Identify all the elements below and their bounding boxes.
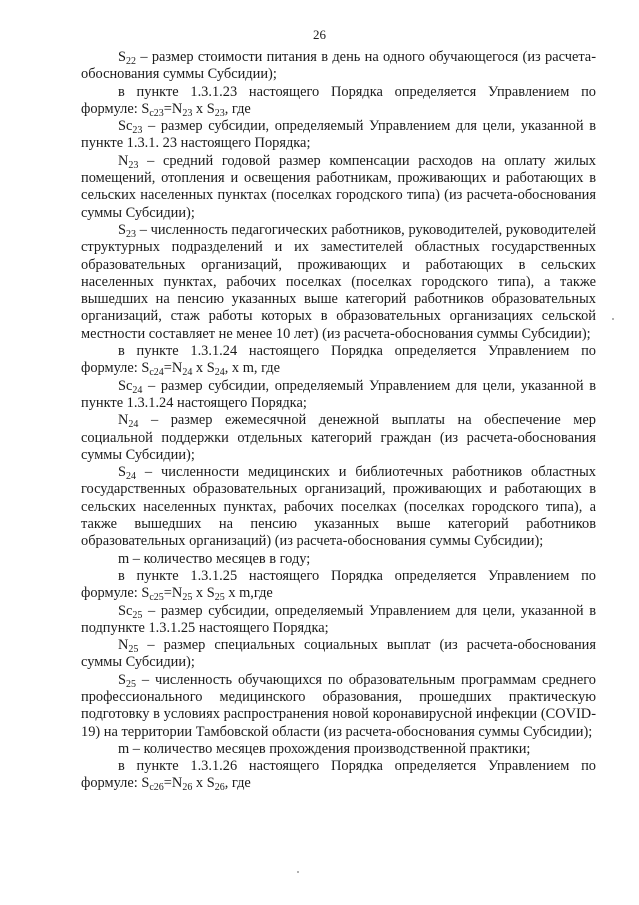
paragraph (81, 84, 596, 119)
subscript: 25 (214, 592, 225, 604)
paragraph (81, 551, 596, 568)
text-run: S (118, 221, 127, 238)
text-run: – размер стоимости питания в день на одного обучающегося (из расчета-обоснования суммы Субсидии); (81, 49, 596, 83)
subscript: c26 (149, 782, 164, 794)
subscript: 24 (126, 471, 137, 483)
subscript: 23 (126, 228, 137, 240)
subscript: 23 (128, 159, 139, 171)
paragraph (81, 464, 596, 550)
subscript: 25 (126, 678, 137, 690)
subscript: c24 (149, 367, 164, 379)
text-run: – размер ежемесячной денежной выплаты на обеспечение мер социальной поддержки отдельных категорий граждан (из расчета-обоснования суммы Субсидии); (81, 412, 596, 463)
text-run: S (118, 49, 127, 65)
paragraph (81, 343, 596, 378)
text-run: Sc (118, 602, 133, 619)
paragraph (81, 153, 596, 222)
subscript: c23 (149, 107, 164, 119)
text-run: – размер субсидии, определяемый Управлением для цели, указанной в пункте 1.3.1. 23 настоящего Порядка; (81, 118, 596, 152)
text-run: x S (192, 775, 215, 792)
document-body (81, 49, 596, 793)
text-run: , x m, где (224, 360, 280, 377)
text-run: m – количество месяцев в году; (118, 550, 311, 567)
text-run: x S (192, 360, 215, 377)
text-run: x S (192, 100, 215, 117)
text-run: S (118, 464, 127, 481)
text-run: – размер субсидии, определяемый Управлением для цели, указанной в пункте 1.3.1.24 настоящего Порядка; (81, 377, 596, 411)
text-run: – размер субсидии, определяемый Управлением для цели, указанной в подпункте 1.3.1.25 настоящего Порядка; (81, 602, 596, 636)
subscript: 24 (182, 367, 193, 379)
text-run: =N (163, 100, 183, 117)
text-run: , где (224, 775, 251, 792)
text-run: S (118, 671, 127, 688)
subscript: 23 (182, 107, 193, 119)
text-run: =N (163, 775, 183, 792)
subscript: c25 (149, 592, 164, 604)
text-run: =N (163, 360, 183, 377)
subscript: 24 (214, 367, 225, 379)
subscript: 24 (128, 419, 139, 431)
text-run: , где (224, 100, 251, 117)
subscript: 25 (182, 592, 193, 604)
subscript: 25 (132, 609, 143, 621)
paragraph (81, 412, 596, 464)
text-run: x m,где (224, 585, 273, 602)
page-number: 26 (313, 27, 326, 42)
paragraph (81, 568, 596, 603)
text-run: N (118, 637, 129, 654)
text-run: в пункте 1.3.1.24 настоящего Порядка определяется Управлением по формуле: S (81, 343, 596, 377)
paragraph (81, 741, 596, 758)
text-run: N (118, 412, 129, 429)
subscript: 26 (182, 782, 193, 794)
paragraph (81, 118, 596, 153)
text-run: в пункте 1.3.1.26 настоящего Порядка определяется Управлением по формуле: S (81, 758, 596, 792)
text-run: – численность обучающихся по образовательным программам среднего профессионального медицинского образования, прошедших практическую подготовку в условиях распространения новой коронавирусной инфекции (COVID-19) на территории Тамбовской области (из расчета-обоснования суммы Субсидии); (81, 671, 596, 740)
paragraph (81, 49, 596, 84)
text-run: – средний годовой размер компенсации расходов на оплату жилых помещений, отопления и освещения работникам, проживающих и работающих в сельских населенных пунктах (поселках городского типа) (из расчета-обоснования суммы Субсидии); (81, 152, 596, 221)
subscript: 26 (214, 782, 225, 794)
text-run: Sc (118, 118, 133, 135)
subscript: 22 (126, 56, 137, 67)
paragraph (81, 222, 596, 343)
paragraph (81, 758, 596, 793)
subscript: 23 (214, 107, 225, 119)
paragraph (81, 672, 596, 741)
text-run: – размер специальных социальных выплат (из расчета-обоснования суммы Субсидии); (81, 637, 596, 671)
subscript: 24 (132, 384, 143, 396)
paragraph (81, 378, 596, 413)
text-run: =N (163, 585, 183, 602)
text-run: – численности медицинских и библиотечных работников областных государственных образовательных организаций, проживающих и работающих в сельских населенных пунктах, рабочих поселках (поселках городского типа), а также вышедших на пенсию указанных выше категорий работников образовательных организаций) (из расчета-обоснования суммы Субсидии); (81, 464, 596, 550)
scan-speck (297, 871, 299, 873)
text-run: x S (192, 585, 215, 602)
paragraph (81, 603, 596, 638)
paragraph (81, 637, 596, 672)
text-run: m – количество месяцев прохождения производственной практики; (118, 740, 531, 757)
text-run: в пункте 1.3.1.25 настоящего Порядка определяется Управлением по формуле: S (81, 567, 596, 602)
text-run: N (118, 152, 129, 169)
text-run: Sc (118, 377, 133, 394)
subscript: 25 (128, 644, 139, 656)
text-run: в пункте 1.3.1.23 настоящего Порядка определяется Управлением по формуле: S (81, 83, 596, 117)
subscript: 23 (132, 125, 143, 137)
text-run: – численность педагогических работников, руководителей, руководителей структурных подразделений и их заместителей областных государственных образовательных организаций, проживающих и работающих в сельских населенных пунктах, рабочих поселках (поселках городского типа), а также вышедших на пенсию указанных выше категорий работников образовательных организаций, стаж работы которых в образовательных организациях сельской местности составляет не менее 10 лет) (из расчета-обоснования суммы Субсидии); (81, 221, 596, 342)
scan-speck (612, 318, 614, 320)
